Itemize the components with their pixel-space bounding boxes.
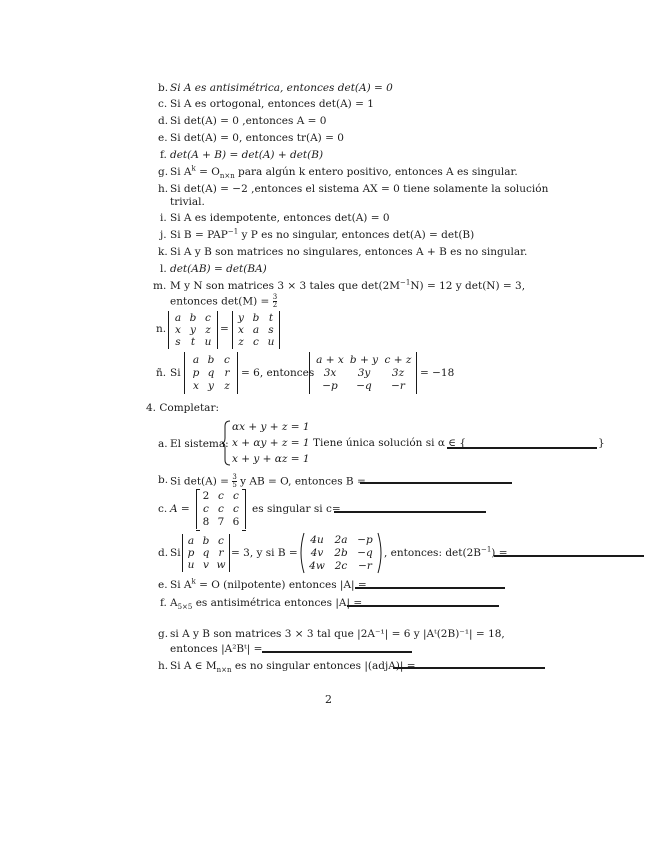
item-b-label: b. [158, 82, 169, 94]
item-m-label: m. [153, 280, 167, 292]
s4-d-left-paren [297, 532, 305, 574]
page-number: 2 [325, 693, 332, 706]
s4-g-label: g. [158, 628, 169, 640]
s4-g-answer-blank[interactable] [262, 651, 412, 653]
item-l-text: det(AB) = det(BA) [170, 263, 267, 275]
s4-a-text: El sistema: [170, 438, 229, 450]
item-c-text: Si A es ortogonal, entonces det(A) = 1 [170, 98, 374, 110]
s4-a-eq1: αx + y + z = 1 [232, 421, 310, 433]
s4-b-label: b. [158, 474, 169, 486]
s4-f-answer-blank[interactable] [347, 605, 499, 607]
s4-h-text: Si A ∈ $M_{n\times n}$ es no singular entonces |(adjA)| = [170, 660, 416, 675]
item-d-text: Si det(A) = 0 ,entonces A = 0 [170, 115, 327, 127]
s4-f-text: $A_{5\times 5}$ es antisimétrica entonces |A| = [170, 597, 363, 612]
item-enie-left-det: a b c p q r x y z [184, 352, 238, 394]
item-b-text: Si A es antisimétrica, entonces det(A) = 0 [170, 82, 393, 94]
s4-d-mid: = 3, y si B = [231, 547, 298, 559]
s4-c-matrix: 2 c c c c c 8 7 6 [196, 489, 246, 529]
s4-d-left-det: a b c p q r u v w [182, 534, 230, 572]
item-g-label: g. [158, 166, 169, 178]
item-l-label: l. [160, 263, 167, 275]
item-c-label: c. [158, 98, 168, 110]
s4-d-label: d. [158, 547, 169, 559]
item-d-label: d. [158, 115, 169, 127]
item-i-label: i. [160, 212, 167, 224]
item-h-line2: trivial. [170, 196, 205, 208]
s4-b-text: Si det(A) = $\frac{3}{5}$ y AB = O, entonces B = [170, 473, 366, 489]
item-j-label: j. [160, 229, 167, 241]
s4-a-answer-blank[interactable] [447, 447, 597, 449]
s4-f-label: f. [160, 597, 167, 609]
s4-e-text: Si $A^k = O$ (nilpotente) entonces |A| = [170, 577, 367, 591]
item-k-text: Si A y B son matrices no singulares, entonces A + B es no singular. [170, 246, 528, 258]
item-m-line2: entonces det(M) = $\frac{3}{2}$ [170, 293, 278, 309]
s4-g-line2: entonces |A²Bᵗ| = [170, 643, 263, 655]
item-n-label: n. [156, 323, 167, 335]
s4-d-right-matrix: 4u 2a −p 4v 2b −q 4w 2c −r [309, 534, 373, 572]
s4-c-text: A = [170, 503, 190, 515]
s4-b-answer-blank[interactable] [360, 482, 512, 484]
item-e-label: e. [158, 132, 168, 144]
item-i-text: Si A es idempotente, entonces det(A) = 0 [170, 212, 390, 224]
s4-g-line1: si A y B son matrices 3 × 3 tal que |2A⁻¹| = 6 y |Aᵗ(2B)⁻¹| = 18, [170, 628, 505, 640]
section-4-title: 4. Completar: [146, 402, 219, 414]
item-j-text: Si $B = PAP^{-1}$ y P es no singular, entonces det(A) = det(B) [170, 227, 475, 241]
item-e-text: Si det(A) = 0, entonces tr(A) = 0 [170, 132, 344, 144]
item-enie-si: Si [170, 367, 181, 379]
s4-d-answer-blank[interactable] [494, 555, 644, 557]
item-enie-mid: = 6, entonces [241, 367, 315, 379]
s4-c-answer-blank[interactable] [334, 511, 486, 513]
s4-a-brace [222, 420, 232, 466]
item-g-text: Si $A^k = O_{n\times n}$ para algún k entero positivo, entonces A es singular. [170, 164, 518, 181]
item-n-left-det: a b c x y z s t u [168, 311, 218, 349]
s4-a-close: } [598, 437, 605, 449]
item-m-line1: M y N son matrices 3 × 3 tales que $\det(2M^{-1}N) = 12$ y det(N) = 3, [170, 278, 526, 292]
item-n-equals: = [220, 323, 229, 335]
s4-d-si: Si [170, 547, 181, 559]
item-enie-label: ñ. [156, 367, 167, 379]
s4-h-label: h. [158, 660, 169, 672]
item-h-line1: Si det(A) = −2 ,entonces el sistema AX = 0 tiene solamente la solución [170, 183, 549, 195]
s4-h-answer-blank[interactable] [393, 667, 545, 669]
item-n-right-det: y b t x a s z c u [232, 311, 280, 349]
s4-a-label: a. [158, 438, 168, 450]
s4-a-eq2: x + αy + z = 1 [232, 437, 310, 449]
s4-e-label: e. [158, 579, 168, 591]
item-f-label: f. [160, 149, 167, 161]
item-enie-right-det: a + x b + y c + z 3x 3y 3z −p −q −r [309, 352, 417, 394]
item-enie-end: = −18 [420, 367, 455, 379]
s4-e-answer-blank[interactable] [355, 587, 505, 589]
item-h-label: h. [158, 183, 169, 195]
s4-d-tail: , entonces: $\det(2B^{-1})$ = [384, 545, 508, 559]
s4-c-label: c. [158, 503, 168, 515]
s4-c-tail: es singular si c= [252, 503, 341, 515]
s4-a-eq3: x + y + αz = 1 [232, 453, 310, 465]
item-k-label: k. [158, 246, 168, 258]
item-f-text: det(A + B) = det(A) + det(B) [170, 149, 324, 161]
s4-a-tail: Tiene única solución si α ∈ { [313, 437, 467, 449]
